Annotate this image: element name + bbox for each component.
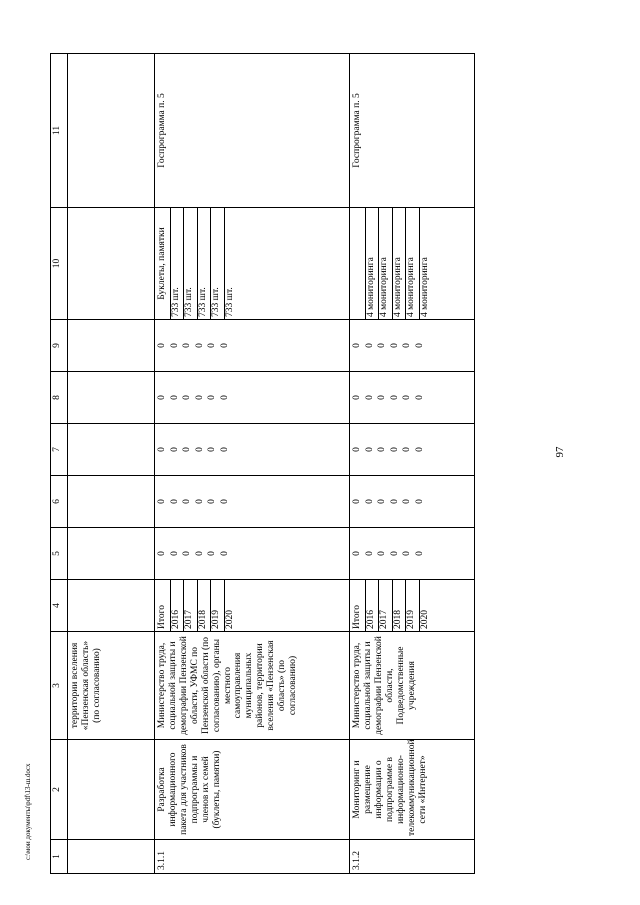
value: 0 xyxy=(414,447,425,452)
column-header: 1 xyxy=(51,840,68,874)
column-header: 8 xyxy=(51,372,68,424)
result-value: 733 шт. xyxy=(224,287,235,317)
value: 0 xyxy=(352,343,362,348)
value: 0 xyxy=(182,447,192,452)
column-header: 5 xyxy=(51,528,68,580)
value: 0 xyxy=(169,499,180,504)
value: 0 xyxy=(377,551,387,556)
column-header: 10 xyxy=(51,208,68,320)
value-column xyxy=(350,424,475,476)
result-value: 733 шт. xyxy=(211,208,225,319)
year-label: 2020 xyxy=(224,610,235,629)
value: 0 xyxy=(194,343,205,348)
value: 0 xyxy=(389,343,400,348)
value: 0 xyxy=(352,447,362,452)
value-column xyxy=(350,528,475,580)
cell-empty xyxy=(68,320,155,372)
cell-empty xyxy=(68,54,155,208)
value: 0 xyxy=(169,395,180,400)
value: 0 xyxy=(364,551,375,556)
value: 0 xyxy=(402,395,412,400)
value: 0 xyxy=(352,499,362,504)
footer-file-path: c:\мои документы\pdf\13-ш.docx xyxy=(24,763,32,860)
cell-empty xyxy=(68,840,155,874)
column-number-row xyxy=(51,54,68,874)
result-value: 4 мониторинга xyxy=(406,208,420,319)
program-ref-cell: Госпрограмма п. 5 xyxy=(350,54,475,208)
value: 0 xyxy=(194,499,205,504)
value-column xyxy=(350,372,475,424)
value-column xyxy=(155,528,350,580)
value: 0 xyxy=(169,551,180,556)
result-cell xyxy=(350,208,475,320)
cell-empty xyxy=(68,740,155,840)
year-label: 2018 xyxy=(198,580,212,631)
year-label: 2018 xyxy=(393,580,407,631)
result-value: 4 мониторинга xyxy=(366,208,380,319)
cell-empty xyxy=(68,580,155,632)
value: 0 xyxy=(182,395,192,400)
years-cell xyxy=(350,580,475,632)
value: 0 xyxy=(219,343,230,348)
value-column xyxy=(155,372,350,424)
year-label: 2019 xyxy=(406,580,420,631)
cell-empty xyxy=(68,528,155,580)
value: 0 xyxy=(219,499,230,504)
value: 0 xyxy=(402,447,412,452)
year-label: 2016 xyxy=(171,580,185,631)
value: 0 xyxy=(157,551,167,556)
year-label: 2020 xyxy=(419,610,430,629)
value-column xyxy=(350,320,475,372)
value: 0 xyxy=(207,447,217,452)
value: 0 xyxy=(389,551,400,556)
value-column xyxy=(155,320,350,372)
continuation-row xyxy=(68,54,155,874)
item-number: 3.1.1 xyxy=(155,840,350,874)
activity-cell: Мониторинг и размещение информации о подпрограмме в информационно-телекоммуникационной сети «Интернет» xyxy=(350,740,475,840)
column-header: 2 xyxy=(51,740,68,840)
value: 0 xyxy=(414,551,425,556)
cell-empty xyxy=(68,424,155,476)
result-heading: Буклеты, памятки xyxy=(157,208,171,319)
value: 0 xyxy=(169,343,180,348)
year-label: 2017 xyxy=(379,580,393,631)
value: 0 xyxy=(219,551,230,556)
result-value: 733 шт. xyxy=(171,208,185,319)
result-value: 733 шт. xyxy=(198,208,212,319)
value: 0 xyxy=(364,395,375,400)
value: 0 xyxy=(377,343,387,348)
result-value: 4 мониторинга xyxy=(379,208,393,319)
result-cell xyxy=(155,208,350,320)
value: 0 xyxy=(194,551,205,556)
value: 0 xyxy=(414,499,425,504)
year-label: Итого xyxy=(157,580,171,631)
value: 0 xyxy=(389,499,400,504)
result-heading xyxy=(352,208,366,319)
value: 0 xyxy=(207,499,217,504)
column-header: 9 xyxy=(51,320,68,372)
result-value: 4 мониторинга xyxy=(393,208,407,319)
value: 0 xyxy=(377,499,387,504)
column-header: 11 xyxy=(51,54,68,208)
executor-cell: Министерство труда, социальной защиты и демографии Пензенской области, УФМС по Пензенской области (по согласованию), органы местного самоуправления муниципальных районов, территории вселения «Пензенская область» (по согласованию) xyxy=(155,632,350,740)
value: 0 xyxy=(157,447,167,452)
value: 0 xyxy=(389,395,400,400)
cell-empty xyxy=(68,476,155,528)
value: 0 xyxy=(219,447,230,452)
rotated-page-content xyxy=(50,54,590,874)
page-number: 97 xyxy=(554,446,566,458)
value-column xyxy=(155,424,350,476)
executor-cell: Министерство труда, социальной защиты и демографии Пензенской области, Подведомственные учреждения xyxy=(350,632,475,740)
value-column xyxy=(350,476,475,528)
program-activities-table xyxy=(50,53,475,874)
value: 0 xyxy=(169,447,180,452)
year-label: 2019 xyxy=(211,580,225,631)
year-label: 2017 xyxy=(184,580,198,631)
value: 0 xyxy=(157,343,167,348)
value: 0 xyxy=(352,395,362,400)
value: 0 xyxy=(364,499,375,504)
value: 0 xyxy=(207,343,217,348)
value: 0 xyxy=(157,499,167,504)
value: 0 xyxy=(402,343,412,348)
column-header: 7 xyxy=(51,424,68,476)
value-column xyxy=(155,476,350,528)
value: 0 xyxy=(182,551,192,556)
value: 0 xyxy=(157,395,167,400)
value: 0 xyxy=(207,395,217,400)
cell-empty xyxy=(68,372,155,424)
value: 0 xyxy=(182,499,192,504)
executor-cell: территории вселения «Пензенская область» (по согласованию) xyxy=(68,632,155,740)
cell-empty xyxy=(68,208,155,320)
value: 0 xyxy=(219,395,230,400)
year-label: Итого xyxy=(352,580,366,631)
value: 0 xyxy=(414,395,425,400)
value: 0 xyxy=(402,551,412,556)
activity-cell: Разработка информационного пакета для участников подпрограммы и членов их семей (буклеты, памятки) xyxy=(155,740,350,840)
value: 0 xyxy=(194,447,205,452)
years-cell xyxy=(155,580,350,632)
table-row xyxy=(155,54,350,874)
value: 0 xyxy=(377,395,387,400)
column-header: 3 xyxy=(51,632,68,740)
value: 0 xyxy=(207,551,217,556)
value: 0 xyxy=(377,447,387,452)
value: 0 xyxy=(194,395,205,400)
value: 0 xyxy=(352,551,362,556)
table-row xyxy=(350,54,475,874)
item-number: 3.1.2 xyxy=(350,840,475,874)
column-header: 4 xyxy=(51,580,68,632)
column-header: 6 xyxy=(51,476,68,528)
year-label: 2016 xyxy=(366,580,380,631)
result-value: 733 шт. xyxy=(184,208,198,319)
value: 0 xyxy=(364,343,375,348)
result-value: 4 мониторинга xyxy=(419,257,430,317)
value: 0 xyxy=(182,343,192,348)
program-ref-cell: Госпрограмма п. 5 xyxy=(155,54,350,208)
value: 0 xyxy=(402,499,412,504)
value: 0 xyxy=(389,447,400,452)
value: 0 xyxy=(364,447,375,452)
value: 0 xyxy=(414,343,425,348)
